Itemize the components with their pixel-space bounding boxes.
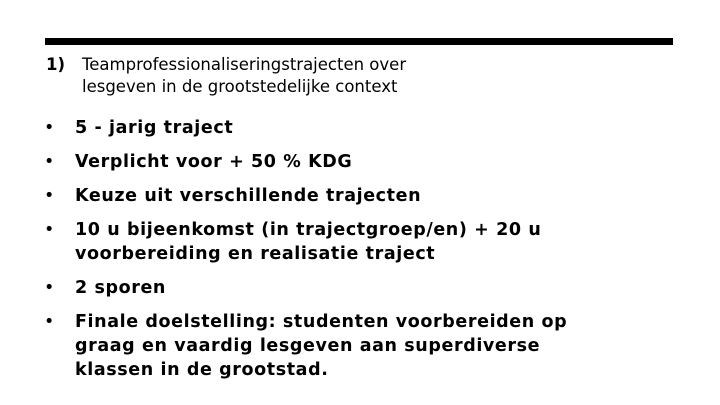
- heading-line: Teamprofessionaliseringstrajecten over: [82, 55, 407, 74]
- bullet-text: 10 u bijeenkomst (in trajectgroep/en) + 20 u: [75, 220, 542, 240]
- bullet-text: graag en vaardig lesgeven aan superdiverse: [75, 336, 541, 356]
- bullet-item: [44, 116, 684, 140]
- bullet-dot: •: [44, 220, 55, 240]
- bullet-list: [44, 116, 684, 392]
- bullet-text: 5 - jarig traject: [75, 118, 234, 138]
- bullet-item: [44, 310, 684, 382]
- bullet-text: Verplicht voor + 50 % KDG: [75, 152, 353, 172]
- bullet-item: [44, 150, 684, 174]
- bullet-item: [44, 218, 684, 266]
- bullet-text: voorbereiding en realisatie traject: [75, 244, 436, 264]
- bullet-text: Keuze uit verschillende trajecten: [75, 186, 422, 206]
- bullet-text: 2 sporen: [75, 278, 166, 298]
- bullet-dot: •: [44, 278, 55, 298]
- heading-line: lesgeven in de grootstedelijke context: [82, 77, 398, 96]
- bullet-text: klassen in de grootstad.: [75, 360, 329, 380]
- bullet-item: [44, 276, 684, 300]
- bullet-dot: •: [44, 118, 55, 138]
- heading-text: [82, 54, 686, 98]
- bullet-text: Finale doelstelling: studenten voorbereiden op: [75, 312, 568, 332]
- bullet-item: [44, 184, 684, 208]
- slide-heading: [46, 54, 686, 98]
- top-rule: [45, 38, 673, 45]
- heading-number: 1): [46, 55, 66, 74]
- bullet-dot: •: [44, 186, 55, 206]
- bullet-dot: •: [44, 312, 55, 332]
- bullet-dot: •: [44, 152, 55, 172]
